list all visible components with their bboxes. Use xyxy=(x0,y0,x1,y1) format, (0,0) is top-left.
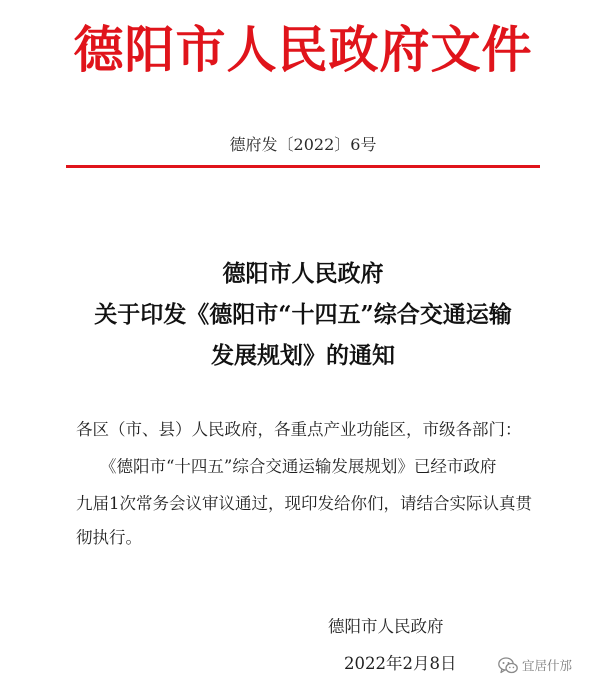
signature-date: 2022年2月8日 xyxy=(344,654,457,673)
watermark-account-name: 宜居什邡 xyxy=(522,658,573,673)
body-paragraph-line-3: 彻执行。 xyxy=(76,528,142,547)
body-paragraph-line-1: 《德阳市“十四五”综合交通运输发展规划》已经市政府 xyxy=(100,457,497,476)
salutation: 各区（市、县）人民政府，各重点产业功能区，市级各部门： xyxy=(76,420,522,439)
wechat-watermark xyxy=(498,656,572,674)
title-line-issuer: 德阳市人民政府 xyxy=(222,260,384,287)
signature-issuer: 德阳市人民政府 xyxy=(328,617,444,636)
document-masthead: 德阳市人民政府文件 xyxy=(73,20,533,79)
notice-title xyxy=(0,253,606,376)
document-number: 德府发〔2022〕6号 xyxy=(229,135,377,154)
red-divider-line xyxy=(66,165,540,168)
title-line-subject-end: 发展规划》的通知 xyxy=(211,342,395,369)
title-line-subject: 关于印发《德阳市“十四五”综合交通运输 xyxy=(94,301,512,328)
wechat-icon xyxy=(498,657,518,674)
body-paragraph-line-2: 九届1次常务会议审议通过，现印发给你们，请结合实际认真贯 xyxy=(76,494,532,513)
